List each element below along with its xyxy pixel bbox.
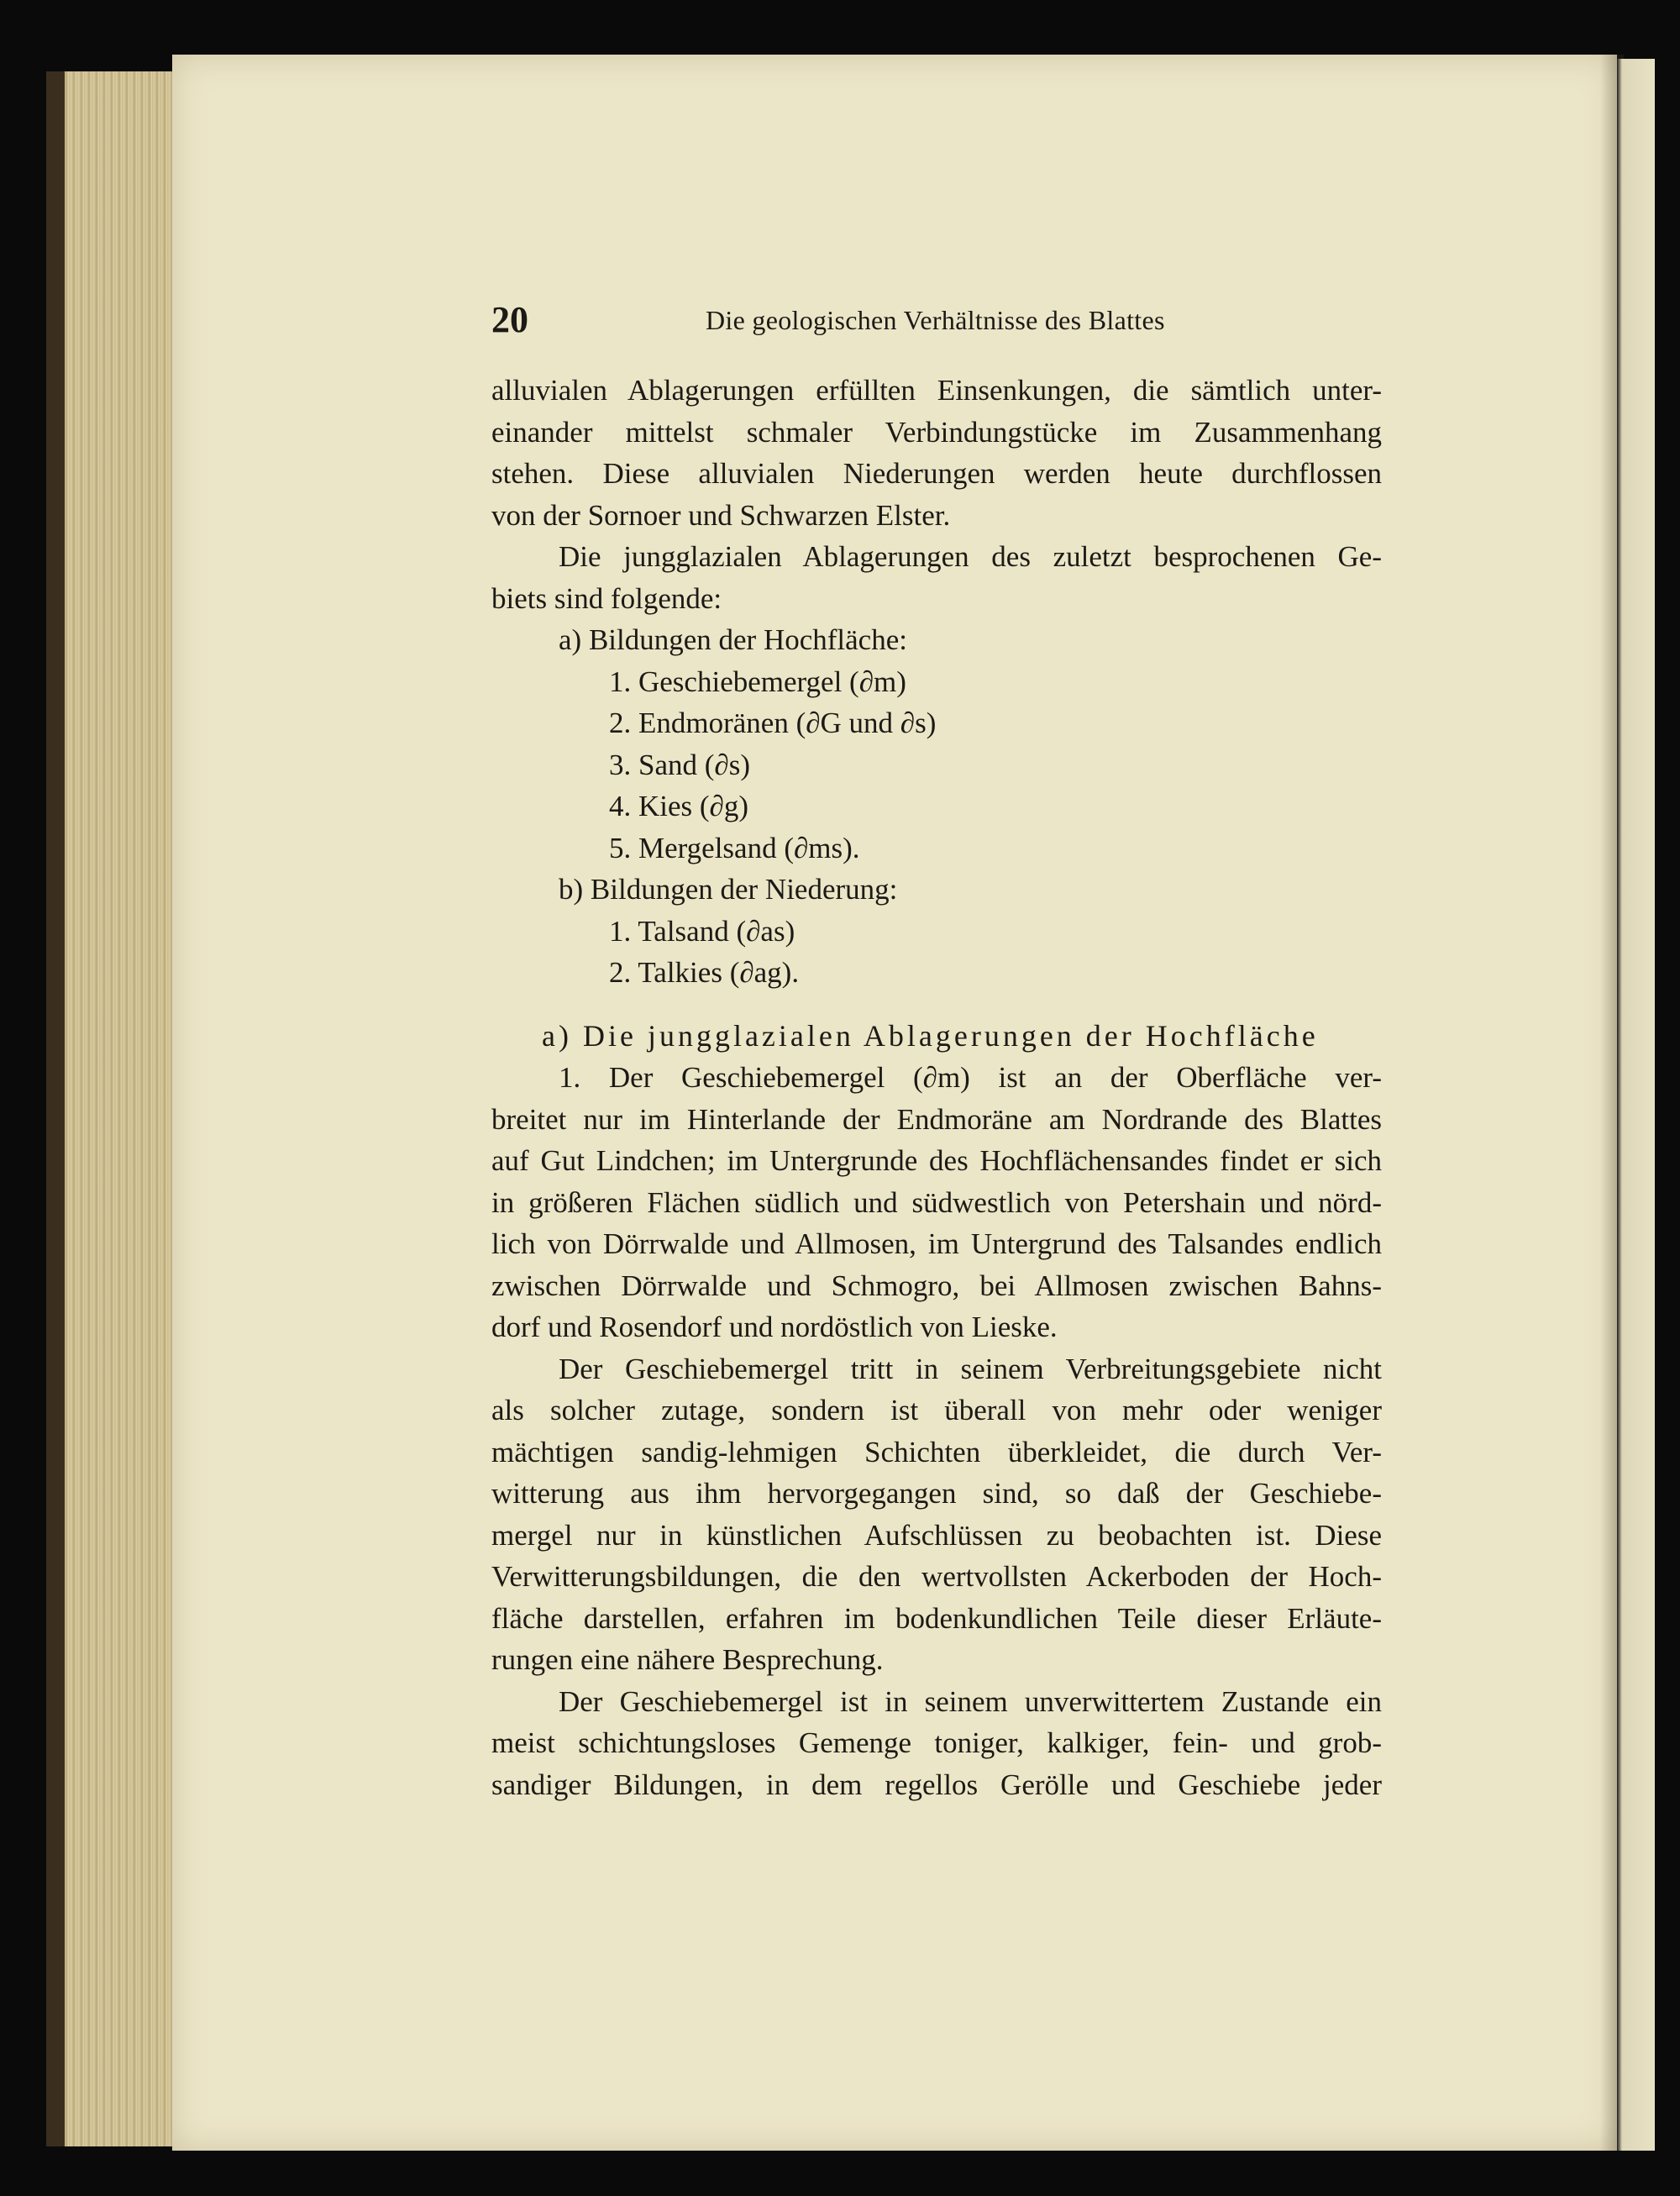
paragraph-intro-list [491,536,1382,619]
list-group-heading: a) Bildungen der Hochfläche: [559,623,907,656]
text-line: Die jungglazialen Ablagerungen des zuletzt besprochenen Ge- [559,540,1382,573]
section-heading: a) Die jungglazialen Ablagerungen der Hochfläche [542,1018,1319,1053]
text-line: auf Gut Lindchen; im Untergrunde des Hochflächensandes findet er sich [491,1144,1382,1177]
book-page-edges [46,71,172,2146]
facing-page-edge [1617,59,1655,2151]
list-item: 3. Sand (∂s) [609,748,750,781]
text-line: alluvialen Ablagerungen erfüllten Einsenkungen, die sämtlich unter- [491,374,1382,407]
text-line: fläche darstellen, erfahren im bodenkundlichen Teile dieser Erläute- [491,1601,1382,1635]
text-line: lich von Dörrwalde und Allmosen, im Untergrund des Talsandes endlich [491,1227,1382,1260]
paragraph-continuation [491,370,1382,536]
text-line: dorf und Rosendorf und nordöstlich von Lieske. [491,1311,1058,1343]
paragraph-weathering [491,1348,1382,1681]
text-line: breitet nur im Hinterlande der Endmoräne am Nordrande des Blattes [491,1102,1382,1136]
paragraph-composition [491,1681,1382,1806]
text-line: rungen eine nähere Besprechung. [491,1643,884,1676]
text-line: von der Sornoer und Schwarzen Elster. [491,498,951,532]
list-item: 5. Mergelsand (∂ms). [609,831,860,864]
text-line: 1. Der Geschiebemergel (∂m) ist an der Oberfläche ver- [559,1061,1382,1094]
text-line: mächtigen sandig-lehmigen Schichten überkleidet, die durch Ver- [491,1435,1382,1468]
text-line: als solcher zutage, sondern ist überall von mehr oder weniger [491,1394,1382,1426]
list-item: 4. Kies (∂g) [609,790,749,822]
list-item: 2. Talkies (∂ag). [609,956,800,989]
text-line: stehen. Diese alluvialen Niederungen werden heute durchflossen [491,457,1382,490]
text-line: biets sind folgende: [491,581,722,615]
page-number: 20 [491,299,528,340]
list-item: 1. Talsand (∂as) [609,914,795,948]
text-line: einander mittelst schmaler Verbindungstücke im Zusammenhang [491,415,1382,449]
text-line: Der Geschiebemergel ist in seinem unverwittertem Zustande ein [559,1684,1382,1718]
text-line: zwischen Dörrwalde und Schmogro, bei Allmosen zwischen Bahns- [491,1269,1382,1302]
text-line: Der Geschiebemergel tritt in seinem Verbreitungsgebiete nicht [559,1352,1382,1385]
text-line: Verwitterungsbildungen, die den wertvollsten Ackerboden der Hoch- [491,1560,1382,1593]
list-item: 1. Geschiebemergel (∂m) [609,665,906,698]
text-line: witterung aus ihm hervorgegangen sind, so daß der Geschiebe- [491,1477,1382,1510]
list-group-heading: b) Bildungen der Niederung: [559,873,898,906]
paragraph-geschiebemergel [491,1057,1382,1348]
page-body [491,370,1382,1805]
deposit-list [491,619,1382,994]
list-item: 2. Endmoränen (∂G und ∂s) [609,707,937,739]
page-header [491,298,1382,349]
book-cover-edge [46,71,65,2146]
text-line: in größeren Flächen südlich und südwestlich von Petershain und nörd- [491,1185,1382,1219]
text-line: mergel nur in künstlichen Aufschlüssen zu beobachten ist. Diese [491,1518,1382,1552]
running-title: Die geologischen Verhältnisse des Blattes [706,305,1165,335]
text-line: sandiger Bildungen, in dem regellos Gerölle und Geschiebe jeder [491,1768,1382,1801]
text-line: meist schichtungsloses Gemenge toniger, kalkiger, fein- und grob- [491,1726,1382,1759]
